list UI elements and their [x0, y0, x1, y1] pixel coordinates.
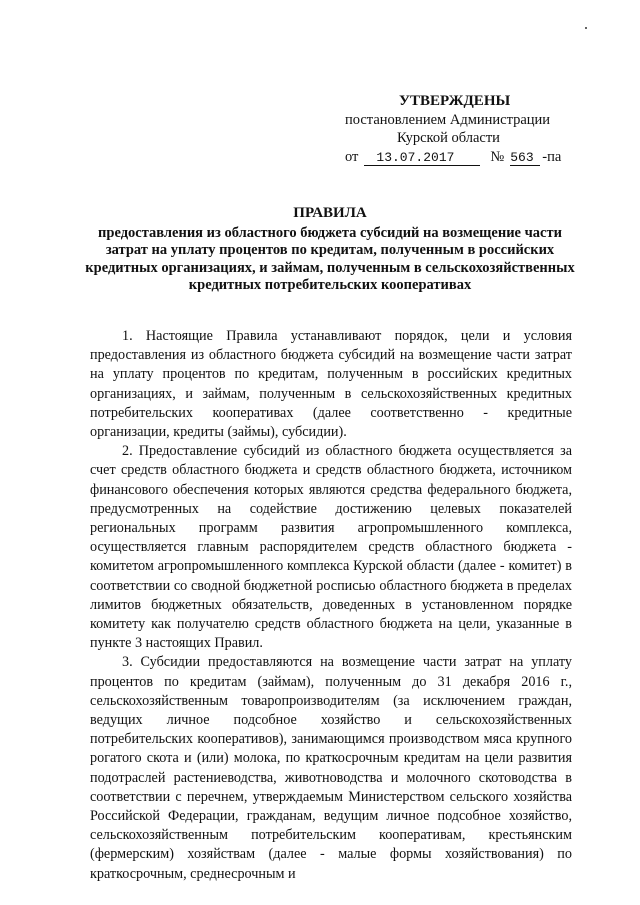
paragraph-3: 3. Субсидии предоставляются на возмещение части затрат на уплату процентов по кредитам (займам), полученным до 31 декабря 2016 г., сельскохозяйственным товаропроизводителям (за исключением граждан, ведущих личное подсобное хозяйство и сельскохозяйственных потребительских кооперативов), занимающимся производством мяса крупного рогатого скота и (или) молока, по краткосрочным кредитам на цели развития подотраслей растениеводства, животноводства и молочного скотоводства в соответствии с перечнем, утверждаемым Министерством сельского хозяйства Российской Федерации, гражданам, ведущим личное подсобное хозяйство, сельскохозяйственным потребительским кооперативам, крестьянским (фермерским) хозяйствам (далее - малые формы хозяйствования) по краткосрочным, среднесрочным и	[90, 654, 572, 882]
document-heading	[70, 205, 590, 295]
approval-region: Курской области	[397, 130, 500, 146]
paragraph-1: 1. Настоящие Правила устанавливают порядок, цели и условия предоставления из областного бюджета субсидий на возмещение части затрат на уплату процентов по кредитам, полученным в российских кредитных организациях, и займам, полученным в сельскохозяйственных кредитных потребительских кооперативах (далее соответственно - кредитные организации, кредиты (займы), субсидии).	[90, 328, 572, 441]
heading-subtitle: предоставления из областного бюджета субсидий на возмещение части затрат на уплату процентов по кредитам, полученным в российских кредитных организациях, и займам, полученным в сельскохозяйственных кредитных потребительских кооперативах	[85, 224, 575, 293]
date-prefix: от	[345, 148, 359, 165]
approval-date: 13.07.2017	[364, 151, 480, 166]
number-prefix: №	[490, 148, 505, 165]
approval-stamp	[345, 92, 590, 166]
scan-speck	[585, 27, 587, 29]
document-body	[90, 327, 572, 884]
approval-date-line	[345, 148, 590, 167]
paragraph-2: 2. Предоставление субсидий из областного бюджета осуществляется за счет средств областного бюджета и средств областного бюджета, источником финансового обеспечения которых являются средства федерального бюджета, предусмотренных на содействие достижению целевых показателей региональных программ развития агропромышленного комплекса, осуществляется главным распорядителем средств областного бюджета - комитетом агропромышленного комплекса Курской области (далее - комитет) в соответствии со сводной бюджетной росписью областного бюджета в пределах лимитов бюджетных обязательств, доведенных в установленном порядке комитету как получателю средств областного бюджета на цели, указанные в пункте 3 настоящих Правил.	[90, 443, 572, 652]
approval-issuer: постановлением Администрации	[345, 111, 551, 128]
heading-title: ПРАВИЛА	[293, 205, 367, 221]
approval-title: УТВЕРЖДЕНЫ	[399, 93, 511, 109]
approval-number: 563	[510, 151, 540, 166]
number-suffix: -па	[542, 148, 562, 165]
